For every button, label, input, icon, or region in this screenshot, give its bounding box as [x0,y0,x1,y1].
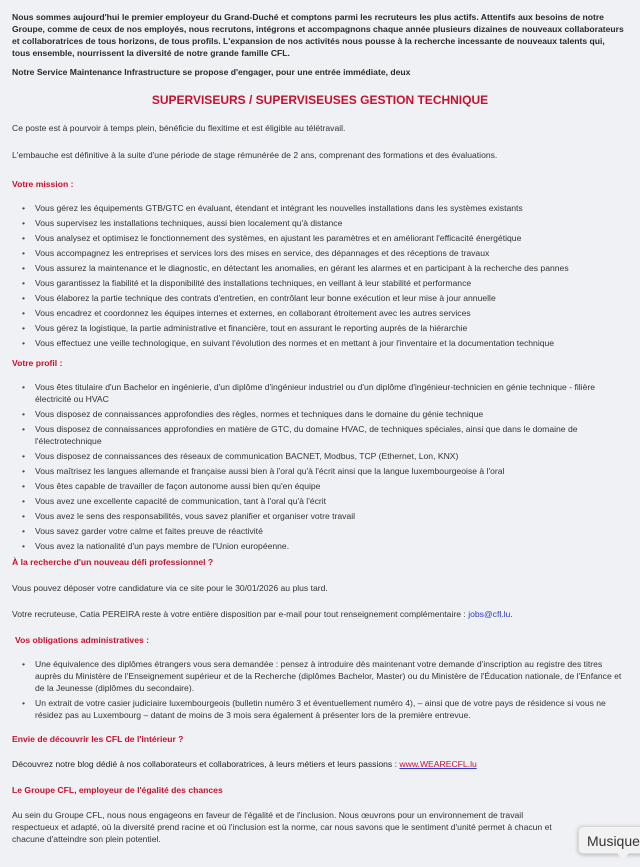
list-item: • Vous élaborez la partie technique des contrats d'entretien, en contrôlant leur bonne exécution et leur mise à jour annuelle [22,292,624,304]
list-item: • Une équivalence des diplômes étrangers vous sera demandée : pensez à introduire dès maintenant votre demande d'inscription au registre des titres auprès du Ministère de l'Enseignement supérieur et de la Recherche (diplômes Bachelor, Master) ou du Ministère de l'Éducation nationale, de l'Enfance et de la Jeunesse (diplômes du secondaire). [22,658,624,694]
list-item: • Vous gérez les équipements GTB/GTC en évaluant, étendant et intégrant les nouvelles installations dans les systèmes existants [22,202,624,214]
list-item: • Vous accompagnez les entreprises et services lors des mises en service, des dépannages et des réceptions de travaux [22,247,624,259]
profile-list [22,381,624,552]
list-item: • Un extrait de votre casier judiciaire luxembourgeois (bulletin numéro 3 et éventuellement numéro 4), – ainsi que de votre pays de résidence si vous ne résidez pas au Luxembourg – datant de moins de 3 mois sera également à présenter lors de la première entrevue. [22,697,624,721]
list-item: • Vous encadrez et coordonnez les équipes internes et externes, en collaborant étroitement avec les autres services [22,307,624,319]
list-item: • Vous supervisez les installations techniques, aussi bien localement qu'à distance [22,217,624,229]
obligations-list [22,658,624,721]
list-item: • Vous avez une excellente capacité de communication, tant à l'oral qu'à l'écrit [22,495,624,507]
list-item: • Vous savez garder votre calme et faites preuve de réactivité [22,525,624,537]
profile-heading: Votre profil : [12,358,63,368]
mission-list [22,202,624,349]
list-item: • Vous assurez la maintenance et le diagnostic, en détectant les anomalies, en gérant les alarmes et en participant à la recherche des pannes [22,262,624,274]
blog-heading: Envie de découvrir les CFL de l'intérieur ? [12,734,184,744]
list-item: • Vous disposez de connaissances approfondies des règles, normes et techniques dans le domaine du génie technique [22,408,624,420]
list-item: • Vous analysez et optimisez le fonctionnement des systèmes, en ajustant les paramètres et en améliorant l'efficacité énergétique [22,232,624,244]
obligations-heading: Vos obligations administratives : [15,635,150,645]
contact-paragraph [12,608,624,620]
list-item: • Vous êtes titulaire d'un Bachelor en ingénierie, d'un diplôme d'ingénieur industriel ou d'un diplôme d'ingénieur-technicien en génie technique - filière électricité ou HVAC [22,381,624,405]
blog-text: Découvrez notre blog dédié à nos collaborateurs et collaboratrices, à leurs métiers et leurs passions : [12,759,400,769]
list-item: • Vous effectuez une veille technologique, en suivant l'évolution des normes et en mettant à jour l'inventaire et la documentation technique [22,337,624,349]
contact-text: Votre recruteuse, Catia PEREIRA reste à votre entière disposition par e-mail pour tout renseignement complémentaire : [12,609,469,619]
list-item: • Vous gérez la logistique, la partie administrative et financière, tout en assurant le reporting auprès de la hiérarchie [22,322,624,334]
list-item: • Vous avez le sens des responsabilités, vous savez planifier et organiser votre travail [22,510,624,522]
list-item: • Vous disposez de connaissances approfondies en matière de GTC, du domaine HVAC, de techniques spéciales, ainsi que dans le domaine de l'électrotechnique [22,423,624,447]
deadline-paragraph: Vous pouvez déposer votre candidature via ce site pour le 30/01/2026 au plus tard. [12,583,328,593]
hiring-paragraph: L'embauche est définitive à la suite d'une période de stage rémunérée de 2 ans, comprenant des formations et des évaluations. [12,150,498,160]
mission-heading: Votre mission : [12,179,74,189]
music-tooltip: Musique [578,826,640,854]
email-link[interactable]: jobs@cfl.lu [468,609,511,619]
blog-paragraph [12,758,624,770]
equality-paragraph: Au sein du Groupe CFL, nous nous engageons en faveur de l'égalité et de l'inclusion. Nous œuvrons pour un environnement de travail respectueux et adapté, où la diversité prend racine et où l'inclusion est la norme, car nous savons que le sentiment d'unité permet à chacun et chacune d'atteindre son plein potentiel. [12,810,552,844]
equality-heading: Le Groupe CFL, employeur de l'égalité des chances [12,785,223,795]
list-item: • Vous avez la nationalité d'un pays membre de l'Union européenne. [22,540,624,552]
list-item: • Vous garantissez la fiabilité et la disponibilité des installations techniques, en veillant à leur stabilité et performance [22,277,624,289]
challenge-heading: À la recherche d'un nouveau défi professionnel ? [12,557,214,567]
contact-dot: . [510,609,513,619]
job-title: SUPERVISEURS / SUPERVISEUSES GESTION TECHNIQUE [151,93,489,107]
intro-paragraph: Nous sommes aujourd'hui le premier employeur du Grand-Duché et comptons parmi les recruteurs les plus actifs. Attentifs aux besoins de notre Groupe, comme de ceux de nos employés, nous recrutons, intégrons et accompagnons chaque année plusieurs dizaines de nouveaux collaborateurs et collaboratrices de tous horizons, de tous profils. L'expansion de nos activités nous pousse à la recherche incessante de nouveaux talents qui, tous ensemble, nourrissent la diversité de notre grande famille CFL. [12,12,624,58]
blog-link[interactable]: www.WEARECFL.lu [399,759,477,769]
list-item: • Vous maîtrisez les langues allemande et française aussi bien à l'oral qu'à l'écrit ainsi que la langue luxembourgeoise à l'oral [22,465,624,477]
list-item: • Vous disposez de connaissances des réseaux de communication BACNET, Modbus, TCP (Ethernet, Lon, KNX) [22,450,624,462]
conditions-paragraph: Ce poste est à pourvoir à temps plein, bénéficie du flexitime et est éligible au télétravail. [12,123,346,133]
service-paragraph: Notre Service Maintenance Infrastructure se propose d'engager, pour une entrée immédiate, deux [12,67,411,77]
list-item: • Vous êtes capable de travailler de façon autonome aussi bien qu'en équipe [22,480,624,492]
